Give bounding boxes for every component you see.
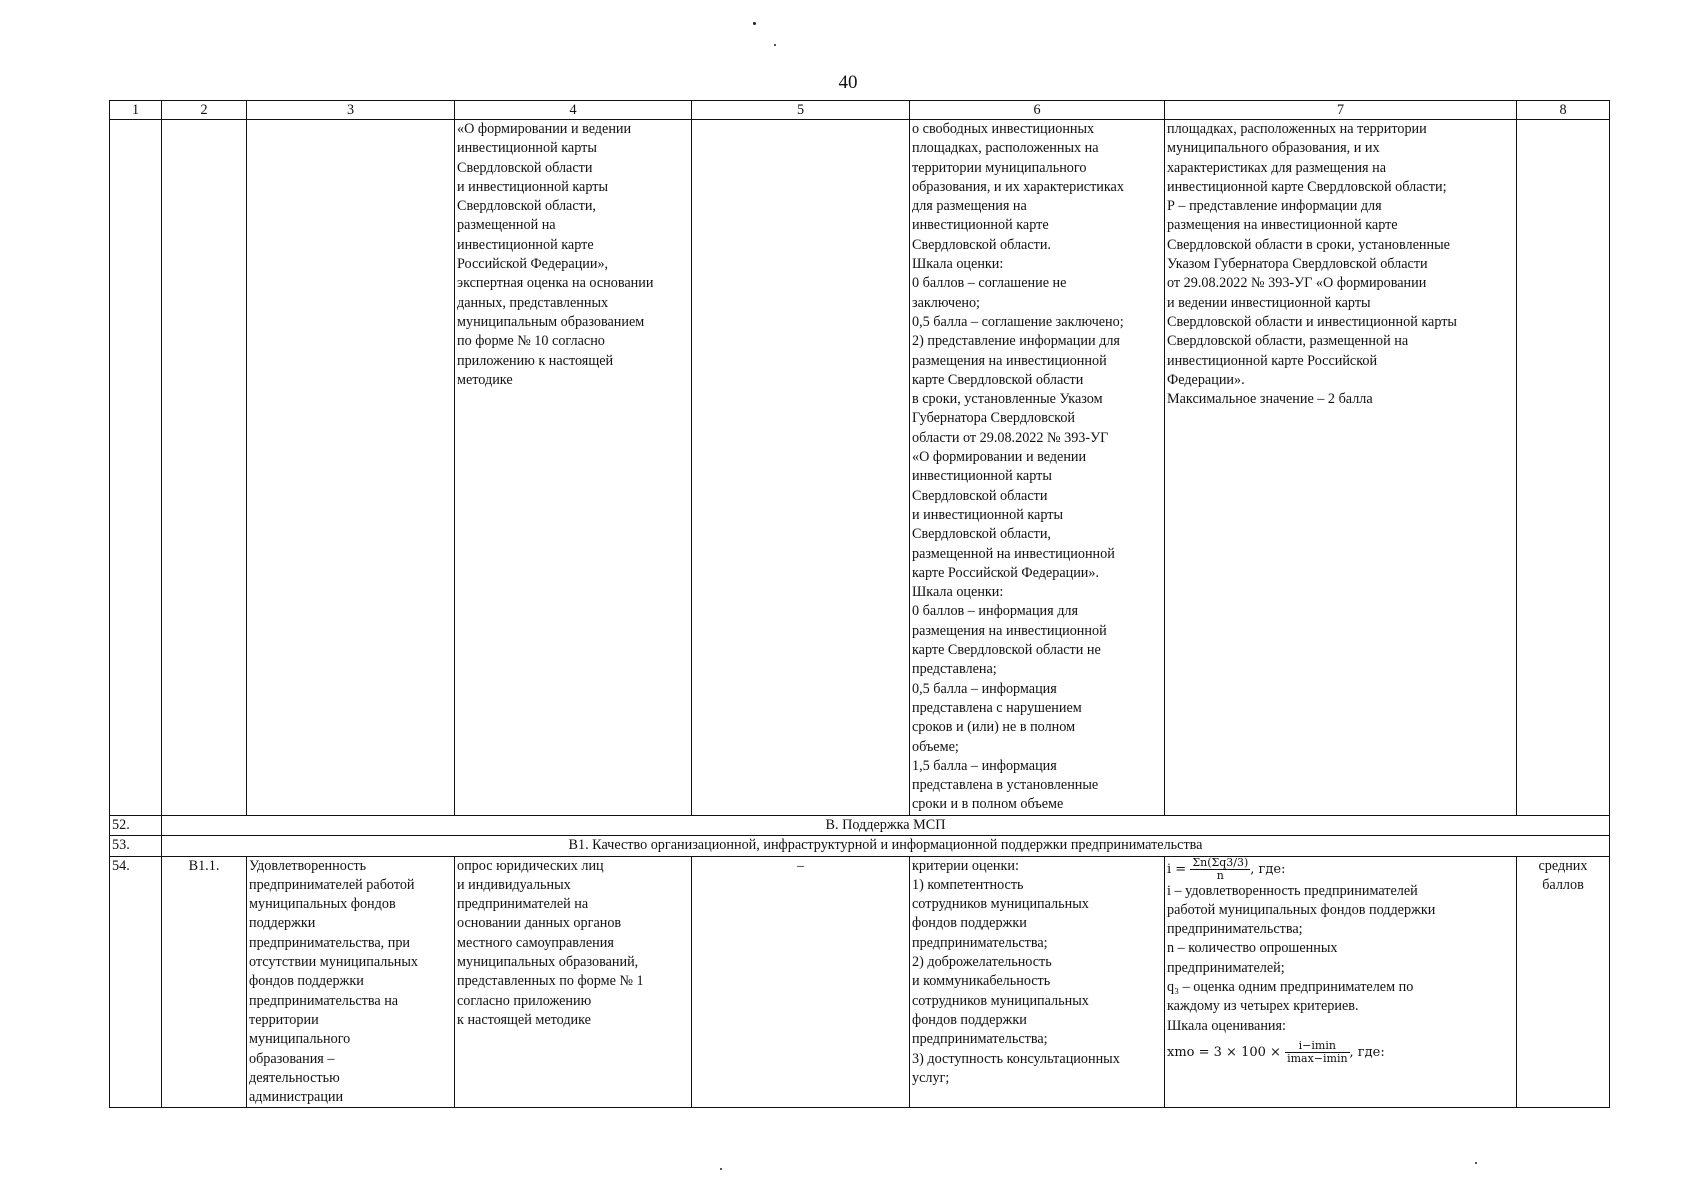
scan-speck xyxy=(774,44,776,46)
scan-speck xyxy=(753,22,756,25)
formula-satisfaction xyxy=(1167,857,1514,882)
row-number: 52. xyxy=(110,816,162,836)
formula-numerator: Σn(Σq3/3) xyxy=(1192,856,1249,869)
cell-empty xyxy=(692,120,910,816)
formula-lhs: xmo = 3 × 100 × xyxy=(1167,1044,1281,1060)
scale-description-cell: о свободных инвестиционных площадках, расположенных на территории муниципального образования, и их характеристиках для размещения на инвестиционной карте Свердловской области. Шкала оценки: 0 баллов – соглашение не заключено; 0,5 балла – соглашение заключено; 2) представление информации для размещения на инвестиционной карте Свердловской области в сроки, установленные Указом Губернатора Свердловской области от 29.08.2022 № 393-УГ «О формировании и ведении инвестиционной карты Свердловской области и инвестиционной карты Свердловской области, размещенной на инвестиционной карте Российской Федерации». Шкала оценки: 0 баллов – информация для размещения на инвестиционной карте Свердловской области не представлена; 0,5 балла – информация представлена с нарушением сроков и (или) не в полном объеме; 1,5 балла – информация представлена в установленные сроки и в полном объеме xyxy=(910,120,1165,816)
column-header-5: 5 xyxy=(692,101,910,120)
calculation-cell: площадках, расположенных на территории муниципального образования, и их характеристиках для размещения на инвестиционной карте Свердловской области; Р – представление информации для размещения на инвестиционной карте Свердловской области в сроки, установленные Указом Губернатора Свердловской области от 29.08.2022 № 393-УГ «О формировании и ведении инвестиционной карты Свердловской области и инвестиционной карты Свердловской области, размещенной на инвестиционной карте Российской Федерации». Максимальное значение – 2 балла xyxy=(1165,120,1517,816)
column-header-4: 4 xyxy=(455,101,692,120)
formula-tail: , где: xyxy=(1349,1044,1385,1060)
unit-cell: средних баллов xyxy=(1517,856,1610,1108)
formula-cell xyxy=(1165,856,1517,1108)
cell-empty xyxy=(110,120,162,816)
source-method-cell: опрос юридических лиц и индивидуальных предпринимателей на основании данных органов местного самоуправления муниципальных образований, представленных по форме № 1 согласно приложению к настоящей методике xyxy=(455,856,692,1108)
column-number-header xyxy=(110,101,1610,120)
formula-lhs: i = xyxy=(1167,861,1187,877)
dash-cell: – xyxy=(692,856,910,1108)
subsection-row xyxy=(110,836,1610,856)
indicator-code: В1.1. xyxy=(162,856,247,1108)
column-header-8: 8 xyxy=(1517,101,1610,120)
document-table xyxy=(109,100,1610,1108)
indicator-name-cell: Удовлетворенность предпринимателей работой муниципальных фондов поддержки предпринимательства, при отсутствии муниципальных фондов поддержки предпринимательства на территории муниципального образования – деятельностью администрации xyxy=(247,856,455,1108)
formula-numerator: i−imin xyxy=(1285,1040,1349,1053)
column-header-7: 7 xyxy=(1165,101,1517,120)
continuation-row xyxy=(110,120,1610,816)
row-number: 53. xyxy=(110,836,162,856)
indicator-row xyxy=(110,856,1610,1108)
formula-denominator: n xyxy=(1216,868,1224,882)
column-header-6: 6 xyxy=(910,101,1165,120)
column-header-2: 2 xyxy=(162,101,247,120)
row-number: 54. xyxy=(110,856,162,1108)
page-number: 40 xyxy=(838,72,858,93)
formula-fraction xyxy=(1285,1040,1349,1065)
formula-denominator: imax−imin xyxy=(1287,1051,1348,1065)
cell-empty xyxy=(162,120,247,816)
criteria-cell: критерии оценки: 1) компетентность сотрудников муниципальных фондов поддержки предпринимательства; 2) доброжелательность и коммуникабельность сотрудников муниципальных фондов поддержки предпринимательства; 3) доступность консультационных услуг; xyxy=(910,856,1165,1108)
formula-fraction xyxy=(1190,857,1250,882)
scan-speck xyxy=(1475,1162,1477,1164)
column-header-1: 1 xyxy=(110,101,162,120)
cell-empty xyxy=(1517,120,1610,816)
column-header-3: 3 xyxy=(247,101,455,120)
formula-explanation: i – удовлетворенность предпринимателей работой муниципальных фондов поддержки предпринимательства; n – количество опрошенных предпринимателей; q₃ – оценка одним предпринимателем по каждому из четырех критериев. Шкала оценивания: xyxy=(1167,882,1436,1034)
cell-empty xyxy=(247,120,455,816)
source-method-cell: «О формировании и ведении инвестиционной карты Свердловской области и инвестиционной карты Свердловской области, размещенной на инвестиционной карте Российской Федерации», экспертная оценка на основании данных, представленных муниципальным образованием по форме № 10 согласно приложению к настоящей методике xyxy=(455,120,692,816)
section-title: В. Поддержка МСП xyxy=(162,816,1610,836)
formula-tail: , где: xyxy=(1250,861,1286,877)
formula-score xyxy=(1167,1040,1514,1065)
subsection-title: В1. Качество организационной, инфраструктурной и информационной поддержки предпринимательства xyxy=(162,836,1610,856)
section-row xyxy=(110,816,1610,836)
scan-speck xyxy=(720,1168,722,1170)
